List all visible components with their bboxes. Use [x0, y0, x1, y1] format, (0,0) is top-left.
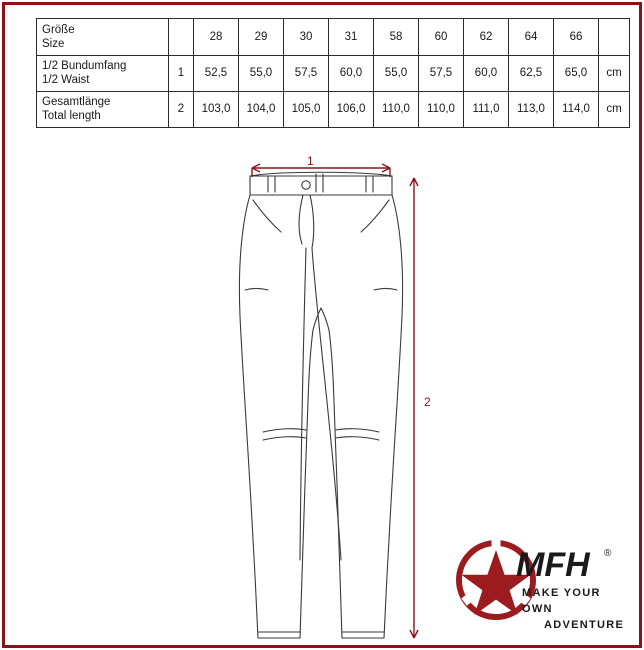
trousers-outline [239, 172, 402, 638]
measure-cell: 106,0 [329, 91, 374, 127]
unit-cell [599, 19, 630, 56]
table-row-header [37, 19, 630, 56]
row-label-length [37, 91, 169, 127]
measure-cell: 62,5 [509, 56, 554, 92]
measure-cell: 57,5 [284, 56, 329, 92]
size-cell: 30 [284, 19, 329, 56]
unit-cell: cm [599, 56, 630, 92]
measure-cell: 55,0 [239, 56, 284, 92]
measure-cell: 110,0 [374, 91, 419, 127]
measure-cell: 105,0 [284, 91, 329, 127]
size-cell: 62 [464, 19, 509, 56]
mfh-wordmark [516, 546, 612, 584]
row-label-en: Total length [42, 110, 101, 123]
measure-cell: 57,5 [419, 56, 464, 92]
tagline-line-1: MAKE YOUR OWN [522, 587, 601, 615]
row-label-en: 1/2 Waist [42, 74, 90, 87]
row-label-waist [37, 56, 169, 92]
measure-cell: 110,0 [419, 91, 464, 127]
svg-text:®: ® [604, 548, 612, 559]
size-cell: 64 [509, 19, 554, 56]
measure-cell: 55,0 [374, 56, 419, 92]
size-cell: 29 [239, 19, 284, 56]
row-index [169, 19, 194, 56]
tagline-line-2: ADVENTURE [544, 618, 625, 631]
table-row-length [37, 91, 630, 127]
row-label-size [37, 19, 169, 56]
measure-cell: 113,0 [509, 91, 554, 127]
unit-cell: cm [599, 91, 630, 127]
size-cell: 31 [329, 19, 374, 56]
row-label-en: Size [42, 38, 65, 50]
dimension-line-waist [252, 164, 390, 177]
measure-cell: 60,0 [464, 56, 509, 92]
dimension-label-1: 1 [307, 154, 314, 168]
row-index: 1 [169, 56, 194, 92]
measure-cell: 114,0 [554, 91, 599, 127]
row-label-de: Gesamtlänge [42, 95, 111, 108]
measure-cell: 60,0 [329, 56, 374, 92]
measure-cell: 104,0 [239, 91, 284, 127]
row-label-de: 1/2 Bundumfang [42, 60, 127, 72]
brand-tagline [522, 586, 628, 634]
dimension-line-length [410, 178, 418, 638]
measure-cell: 103,0 [194, 91, 239, 127]
row-label-de: Größe [42, 23, 75, 36]
svg-text:MFH: MFH [516, 546, 590, 584]
measure-cell: 52,5 [194, 56, 239, 92]
table-row-waist [37, 56, 630, 92]
row-index: 2 [169, 91, 194, 127]
size-cell: 28 [194, 19, 239, 56]
brand-logo [452, 530, 628, 630]
size-cell: 58 [374, 19, 419, 56]
size-cell: 60 [419, 19, 464, 56]
measure-cell: 111,0 [464, 91, 509, 127]
size-cell: 66 [554, 19, 599, 56]
measure-cell: 65,0 [554, 56, 599, 92]
dimension-label-2: 2 [424, 395, 431, 409]
size-chart-table [36, 18, 630, 128]
